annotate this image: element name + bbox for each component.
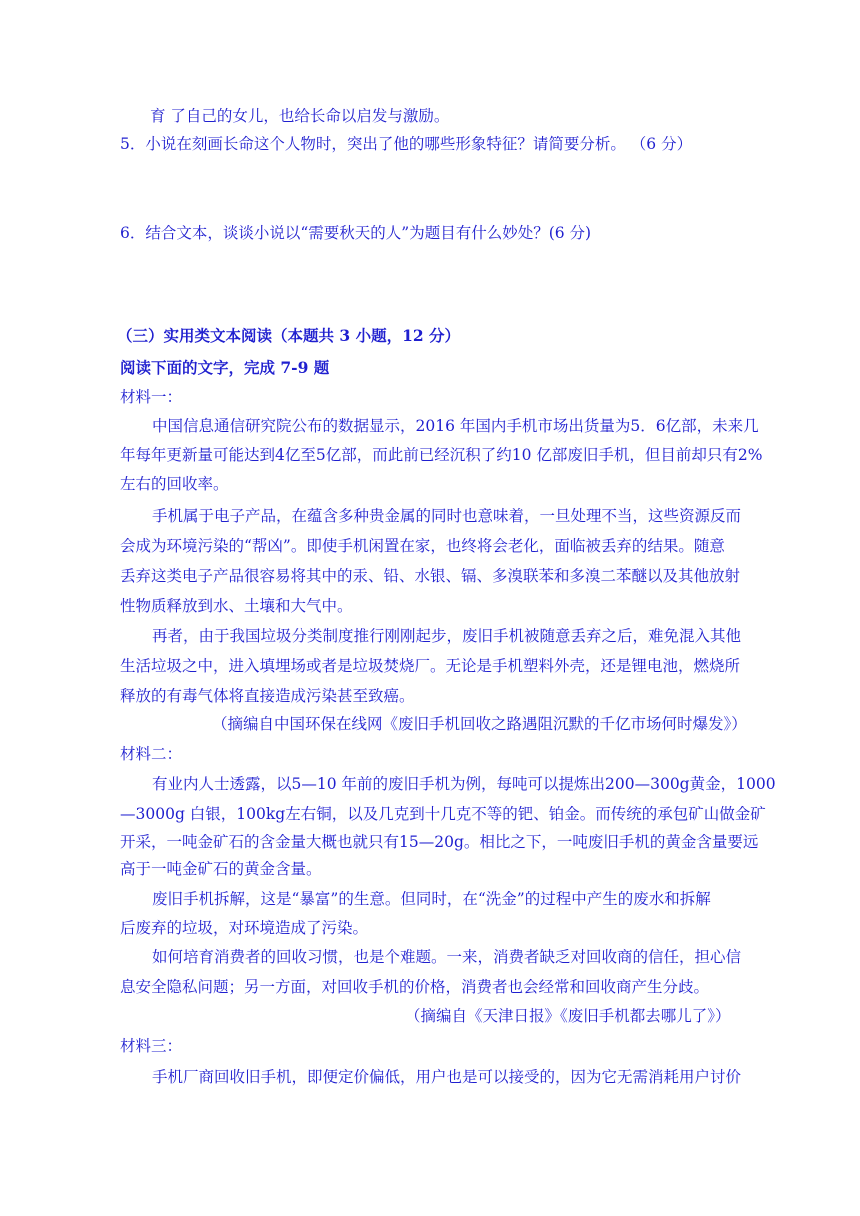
material-1-para-1-line-1: 中国信息通信研究院公布的数据显示，2016 年国内手机市场出货量为5．6亿部，未来几 xyxy=(152,417,759,435)
material-2-para-2-line-1: 废旧手机拆解，这是“暴富”的生意。但同时，在“洗金”的过程中产生的废水和拆解 xyxy=(152,890,711,908)
material-2-para-1-line-4: 高于一吨金矿石的黄金含量。 xyxy=(120,860,322,878)
material-1-para-1-line-3: 左右的回收率。 xyxy=(120,475,229,493)
material-1-para-3-line-2: 生活垃圾之中，进入填埋场或者是垃圾焚烧厂。无论是手机塑料外壳，还是锂电池，燃烧所 xyxy=(120,657,741,675)
section-heading: （三）实用类文本阅读（本题共 3 小题，12 分） xyxy=(117,326,461,345)
material-2-para-1-line-3: 开采，一吨金矿石的含金量大概也就只有15—20g。相比之下，一吨废旧手机的黄金含量要远 xyxy=(120,833,759,851)
material-1-para-2-line-4: 性物质释放到水、土壤和大气中。 xyxy=(120,597,353,615)
material-1-label: 材料一： xyxy=(120,388,183,406)
material-1-para-3-line-1: 再者，由于我国垃圾分类制度推行刚刚起步，废旧手机被随意丢弃之后，难免混入其他 xyxy=(152,627,742,645)
material-1-para-1-line-2: 年每年更新量可能达到4亿至5亿部，而此前已经沉积了约10 亿部废旧手机，但目前却只有2% xyxy=(120,446,763,464)
material-3-label: 材料三： xyxy=(120,1037,183,1055)
material-1-para-2-line-2: 会成为环境污染的“帮凶”。即使手机闲置在家，也终将会老化，面临被丢弃的结果。随意 xyxy=(120,537,725,555)
material-3-para-1-line-1: 手机厂商回收旧手机，即便定价偏低，用户也是可以接受的，因为它无需消耗用户讨价 xyxy=(152,1068,742,1086)
material-2-para-3-line-2: 息安全隐私问题；另一方面，对回收手机的价格，消费者也会经常和回收商产生分歧。 xyxy=(120,978,710,996)
material-2-para-3-line-1: 如何培育消费者的回收习惯，也是个难题。一来，消费者缺乏对回收商的信任，担心信 xyxy=(152,948,742,966)
material-1-source: （摘编自中国环保在线网《废旧手机回收之路遇阻沉默的千亿市场何时爆发》） xyxy=(212,715,747,733)
material-1-para-2-line-1: 手机属于电子产品，在蕴含多种贵金属的同时也意味着，一旦处理不当，这些资源反而 xyxy=(152,507,742,525)
material-2-para-1-line-1: 有业内人士透露，以5—10 年前的废旧手机为例，每吨可以提炼出200—300g黄金，1000 xyxy=(152,775,776,793)
material-2-source: （摘编自《天津日报》《废旧手机都去哪儿了》） xyxy=(405,1007,731,1025)
text-line-continuation: 育 了自己的女儿，也给长命以启发与激励。 xyxy=(150,107,450,125)
question-6: 6．结合文本，谈谈小说以“需要秋天的人”为题目有什么妙处？(6 分) xyxy=(120,224,592,242)
material-2-para-1-line-2: —3000g 白银，100kg左右铜，以及几克到十几克不等的钯、铂金。而传统的承包矿山做金矿 xyxy=(120,805,766,823)
material-2-para-2-line-2: 后废弃的垃圾，对环境造成了污染。 xyxy=(120,919,369,937)
question-5: 5．小说在刻画长命这个人物时，突出了他的哪些形象特征？请简要分析。 （6 分） xyxy=(120,135,693,153)
material-1-para-3-line-3: 释放的有毒气体将直接造成污染甚至致癌。 xyxy=(120,687,415,705)
material-2-label: 材料二： xyxy=(120,745,183,763)
reading-instruction: 阅读下面的文字，完成 7-9 题 xyxy=(120,358,330,377)
material-1-para-2-line-3: 丢弃这类电子产品很容易将其中的汞、铅、水银、镉、多溴联苯和多溴二苯醚以及其他放射 xyxy=(120,567,741,585)
